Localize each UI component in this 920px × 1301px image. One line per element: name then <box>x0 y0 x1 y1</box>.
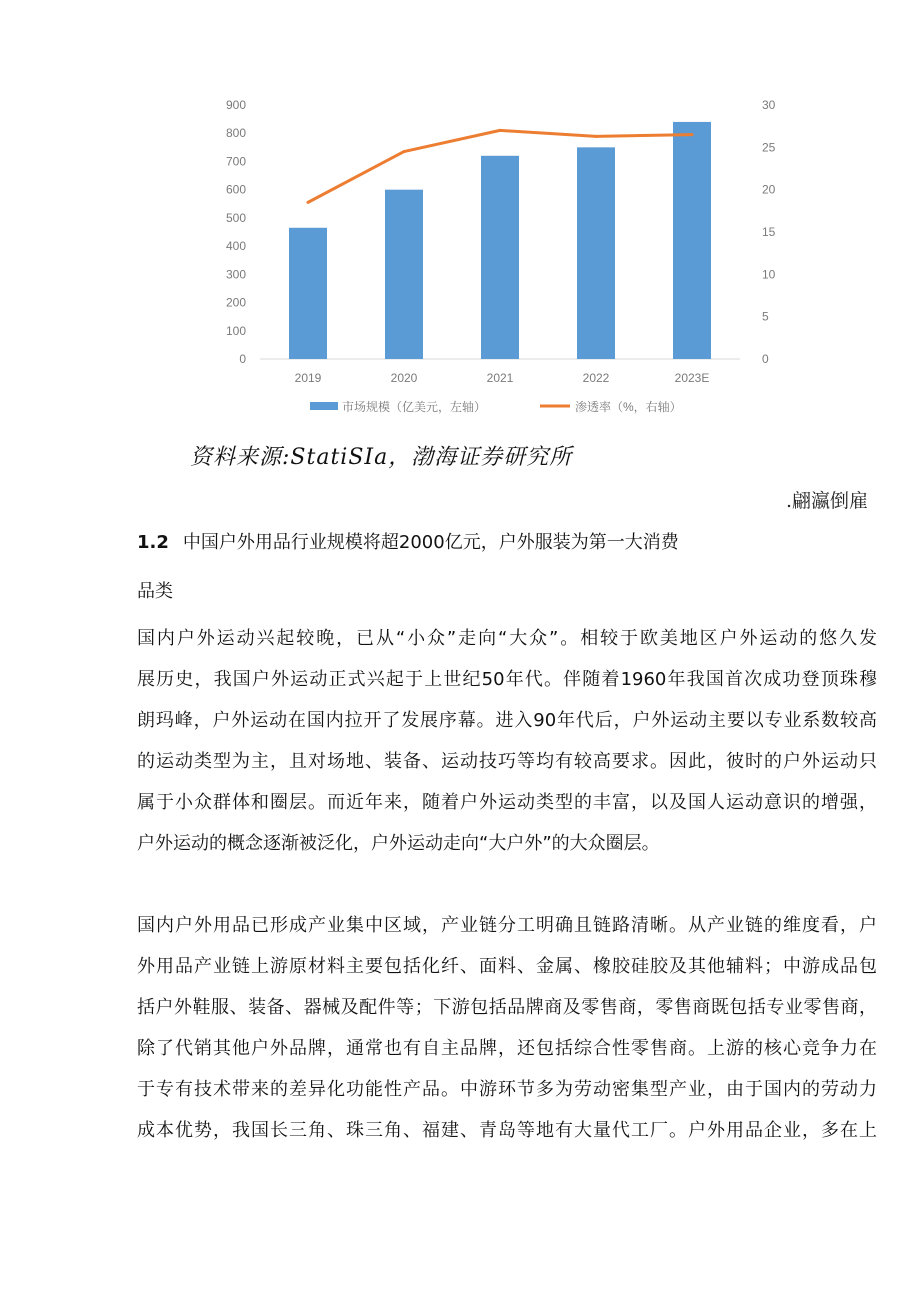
bar-series <box>289 122 711 359</box>
x-axis-tick-label: 2019 <box>294 371 322 385</box>
chart-source: 资料来源:StatiSIa，渤海证券研究所 <box>190 445 573 470</box>
paragraph-line: 除了代销其他户外品牌，通常也有自主品牌，还包括综合性零售商。上游的核心竞争力在 <box>137 1038 877 1059</box>
line-point <box>595 135 598 138</box>
right-axis-tick-label: 0 <box>762 352 769 366</box>
left-axis-tick-label: 800 <box>225 126 246 141</box>
market-size-chart <box>200 88 776 423</box>
legend-bar-label: 市场规模（亿美元，左轴） <box>342 400 487 414</box>
paragraph-line: 成本优势，我国长三角、珠三角、福建、青岛等地有大量代工厂。户外用品企业，多在上 <box>137 1120 877 1141</box>
paragraph-line: 国内户外运动兴起较晚，已从“小众”走向“大众”。相较于欧美地区户外运动的悠久发 <box>137 628 877 649</box>
right-axis-tick-label: 25 <box>762 140 776 155</box>
page-stamp: .翩瀛倒雇 <box>785 490 868 512</box>
paragraph-line: 展历史，我国户外运动正式兴起于上世纪50年代。伴随着1960年我国首次成功登顶珠穆 <box>137 669 877 690</box>
left-axis-tick-label: 200 <box>225 295 246 310</box>
bar <box>289 228 327 359</box>
legend-bar-swatch <box>310 402 338 410</box>
right-axis-tick-label: 5 <box>762 309 769 324</box>
left-axis-tick-label: 600 <box>225 182 246 197</box>
x-axis-tick-label: 2021 <box>486 371 514 385</box>
x-axis-tick-label: 2022 <box>582 371 610 385</box>
paragraph-line: 外用品产业链上游原材料主要包括化纤、面料、金属、橡胶硅胶及其他辅料；中游成品包 <box>137 956 877 977</box>
left-axis-ticks <box>226 98 246 366</box>
bar <box>481 156 519 359</box>
right-axis-tick-label: 30 <box>762 98 776 112</box>
left-axis-tick-label: 300 <box>225 267 246 282</box>
line-point <box>307 201 310 204</box>
paragraph-line: 户外运动的概念逐渐被泛化，户外运动走向“大户外”的大众圈层。 <box>137 833 660 854</box>
chart-legend <box>310 399 682 414</box>
paragraph-1 <box>137 618 877 864</box>
bar <box>385 190 423 359</box>
right-axis-tick-label: 15 <box>762 225 776 239</box>
paragraph-line: 国内户外用品已形成产业集中区域，产业链分工明确且链路清晰。从产业链的维度看，户 <box>137 915 877 936</box>
section-title-line2: 品类 <box>137 581 173 602</box>
right-axis-tick-label: 20 <box>762 182 776 197</box>
paragraph-line: 的运动类型为主，且对场地、装备、运动技巧等均有较高要求。因此，彼时的户外运动只 <box>137 751 877 772</box>
left-axis-tick-label: 700 <box>225 154 246 169</box>
line-point <box>691 133 694 136</box>
left-axis-tick-label: 0 <box>239 352 246 366</box>
paragraph-line: 括户外鞋服、装备、器械及配件等；下游包括品牌商及零售商，零售商既包括专业零售商， <box>137 997 877 1018</box>
left-axis-tick-label: 100 <box>225 323 246 338</box>
section-number: 1.2 <box>137 532 169 553</box>
paragraph-2 <box>137 905 877 1151</box>
right-axis-tick-label: 10 <box>762 267 776 282</box>
legend-line-label: 渗透率（%，右轴） <box>575 400 682 414</box>
line-point <box>499 129 502 132</box>
bar <box>577 147 615 359</box>
right-axis-ticks <box>762 98 776 366</box>
section-heading <box>137 528 679 554</box>
paragraph-line: 属于小众群体和圈层。而近年来，随着户外运动类型的丰富，以及国人运动意识的增强， <box>137 792 877 813</box>
bar <box>673 122 711 359</box>
paragraph-line: 朗玛峰，户外运动在国内拉开了发展序幕。进入90年代后，户外运动主要以专业系数较高 <box>137 710 877 731</box>
line-point <box>403 150 406 153</box>
x-axis-tick-label: 2023E <box>674 371 710 385</box>
left-axis-tick-label: 500 <box>225 210 246 225</box>
left-axis-tick-label: 400 <box>225 239 246 254</box>
left-axis-tick-label: 900 <box>225 98 246 112</box>
section-title-line1: 中国户外用品行业规模将超2000亿元，户外服装为第一大消费 <box>182 532 679 553</box>
paragraph-line: 于专有技术带来的差异化功能性产品。中游环节多为劳动密集型产业，由于国内的劳动力 <box>137 1079 877 1100</box>
x-axis-tick-label: 2020 <box>390 371 418 385</box>
x-axis-ticks <box>295 371 710 385</box>
